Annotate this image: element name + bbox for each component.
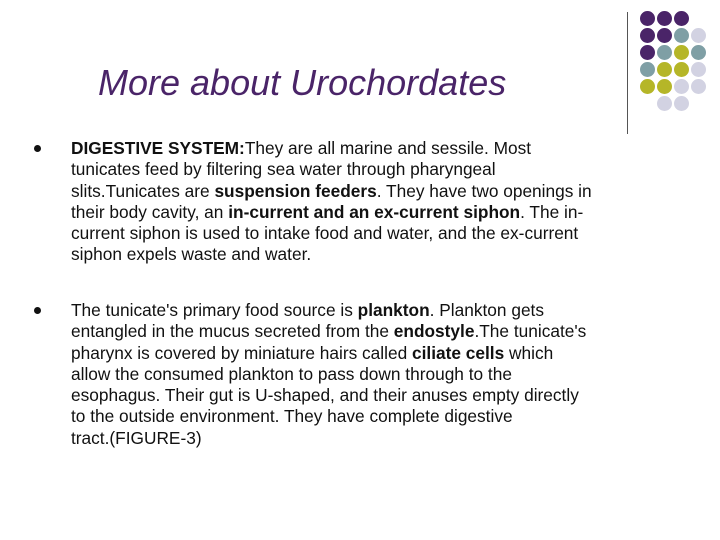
decorative-dot-icon xyxy=(657,11,672,26)
text-run: They are all marine and sessile. Most xyxy=(244,138,532,158)
decorative-dot-icon xyxy=(691,62,706,77)
decorative-dot-icon xyxy=(640,45,655,60)
bold-text: DIGESTIVE SYSTEM: xyxy=(71,138,245,158)
decorative-dot-icon xyxy=(674,79,689,94)
text-line xyxy=(71,181,691,202)
bullet-icon xyxy=(34,307,41,314)
bold-text: plankton xyxy=(357,300,430,320)
bullet-text-food-source xyxy=(71,300,691,449)
decorative-dot-icon xyxy=(657,45,672,60)
text-line xyxy=(71,385,691,406)
text-line xyxy=(71,202,691,223)
decorative-dot-icon xyxy=(640,62,655,77)
text-line xyxy=(71,138,691,159)
decorative-dot-icon xyxy=(657,28,672,43)
decorative-dot-icon xyxy=(674,62,689,77)
bullet-text-digestive xyxy=(71,138,691,266)
text-run: allow the consumed plankton to pass down through to the xyxy=(71,363,512,384)
decorative-dot-icon xyxy=(657,62,672,77)
text-line xyxy=(71,364,691,385)
text-run: entangled in the mucus secreted from the xyxy=(71,321,394,342)
bold-text: in-current and an ex-current siphon xyxy=(228,201,521,222)
text-run: siphon expels waste and water. xyxy=(71,244,312,265)
text-run: which xyxy=(504,342,554,363)
text-line xyxy=(71,300,691,321)
decorative-dot-icon xyxy=(691,45,706,60)
decorative-dot-icon xyxy=(640,11,655,26)
bullet-icon xyxy=(34,145,41,152)
bold-text: suspension feeders xyxy=(214,180,377,201)
text-line xyxy=(71,244,691,265)
slide-title: More about Urochordates xyxy=(98,62,507,103)
text-run: . The in- xyxy=(520,201,584,222)
decorative-dot-icon xyxy=(657,79,672,94)
text-run: to the outside environment. They have complete digestive xyxy=(71,406,513,427)
title-divider-line xyxy=(627,12,628,134)
decorative-dot-icon xyxy=(674,45,689,60)
decorative-dot-icon xyxy=(674,11,689,26)
decorative-dot-icon xyxy=(674,28,689,43)
text-run: . They have two openings in xyxy=(376,180,592,201)
decorative-dot-icon xyxy=(640,28,655,43)
decorative-dot-icon xyxy=(640,79,655,94)
bold-text: ciliate cells xyxy=(411,342,505,363)
text-line xyxy=(71,428,691,449)
text-run: pharynx is covered by miniature hairs called xyxy=(71,342,412,363)
text-line xyxy=(71,406,691,427)
text-run: slits.Tunicates are xyxy=(71,180,215,201)
text-run: tract.(FIGURE-3) xyxy=(71,427,202,448)
text-run: The tunicate's primary food source is xyxy=(71,300,358,320)
decorative-dot-icon xyxy=(691,28,706,43)
text-run: .The tunicate's xyxy=(474,321,587,342)
text-line xyxy=(71,223,691,244)
text-run: tunicates feed by filtering sea water through pharyngeal xyxy=(71,159,496,180)
text-run: . Plankton gets xyxy=(429,300,544,320)
text-run: their body cavity, an xyxy=(71,201,229,222)
bold-text: endostyle xyxy=(393,321,475,342)
text-line xyxy=(71,321,691,342)
decorative-dot-icon xyxy=(657,96,672,111)
decorative-dot-icon xyxy=(674,96,689,111)
decorative-dot-icon xyxy=(691,79,706,94)
text-run: esophagus. Their gut is U-shaped, and their anuses empty directly xyxy=(71,385,579,406)
text-run: current siphon is used to intake food and water, and the ex-current xyxy=(71,223,579,244)
text-line xyxy=(71,159,691,180)
text-line xyxy=(71,343,691,364)
